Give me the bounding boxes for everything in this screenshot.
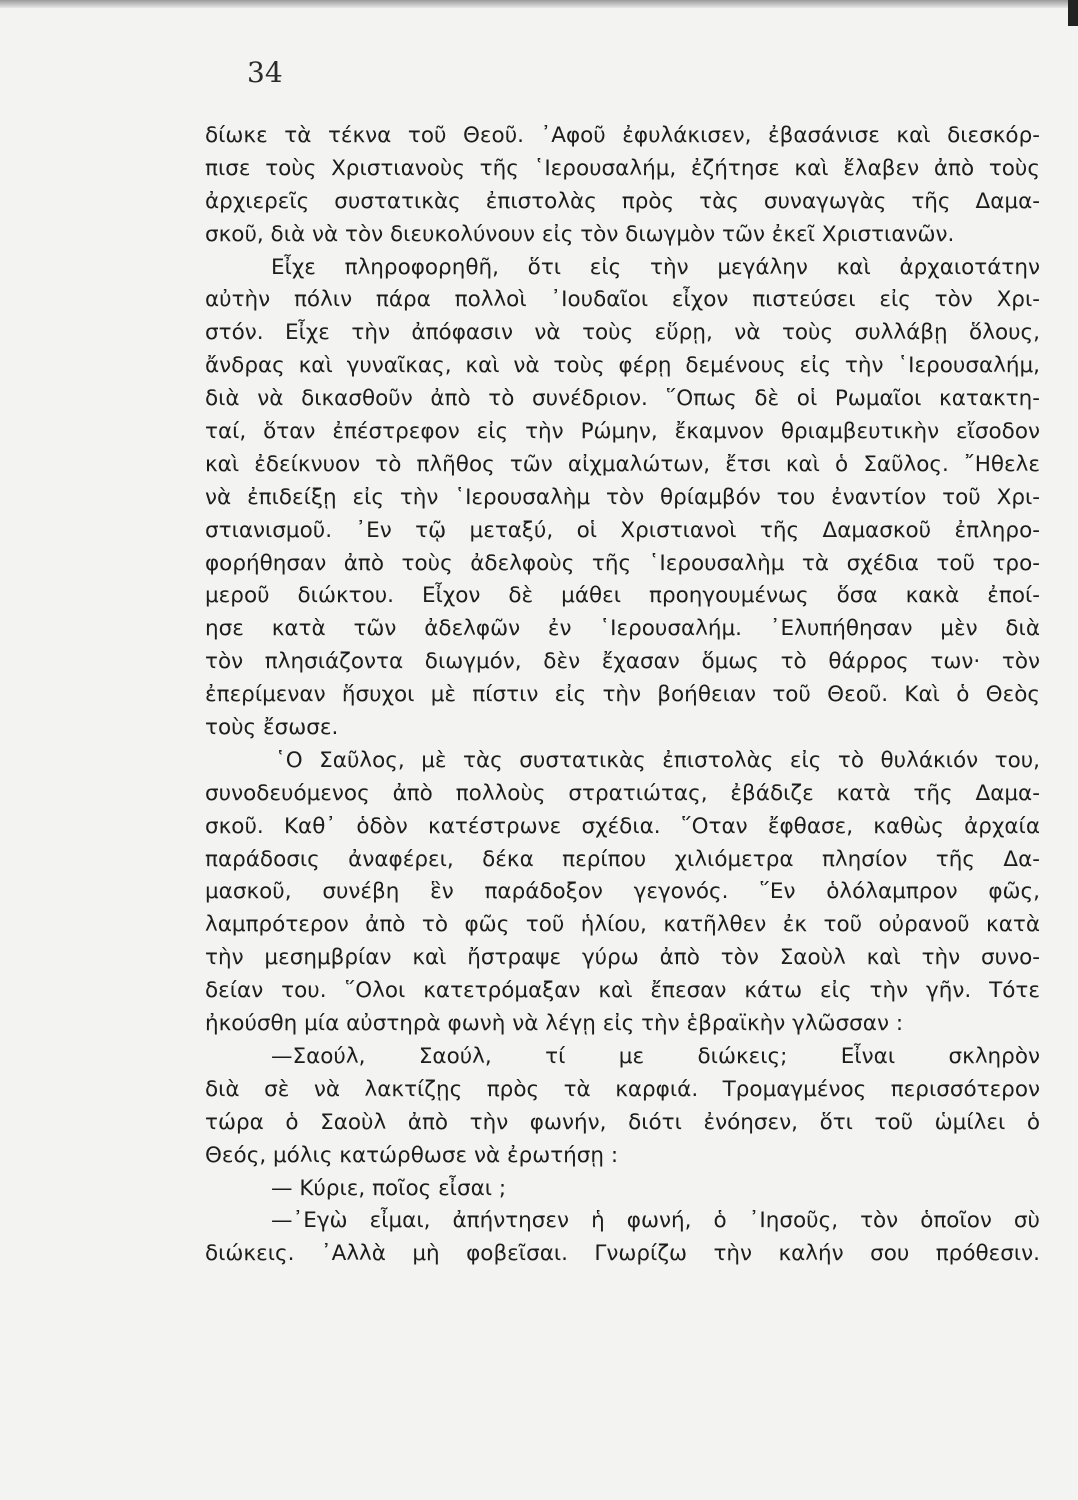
dialogue-line: — Κύριε, ποῖος εἶσαι ; xyxy=(271,1175,507,1201)
text-line: ἐπερίμεναν ἥσυχοι μὲ πίστιν εἰς τὴν βοήθειαν τοῦ Θεοῦ. Καὶ ὁ Θεὸς xyxy=(205,682,1040,708)
paragraph-start-line: Εἶχε πληροφορηθῆ, ὅτι εἰς τὴν μεγάλην καὶ ἀρχαιοτάτην xyxy=(271,254,1040,280)
text-line: πισε τοὺς Χριστιανοὺς τῆς ῾Ιερουσαλήμ, ἐζήτησε καὶ ἔλαβεν ἀπὸ τοὺς xyxy=(205,155,1040,181)
text-line: νὰ ἐπιδείξῃ εἰς τὴν ῾Ιερουσαλὴμ τὸν θρίαμβόν του ἐναντίον τοῦ Χρι- xyxy=(205,484,1040,510)
text-line: αὐτὴν πόλιν πάρα πολλοὶ ᾿Ιουδαῖοι εἶχον πιστεύσει εἰς τὸν Χρι- xyxy=(205,287,1040,313)
paragraph-start-line: ῾Ο Σαῦλος, μὲ τὰς συστατικὰς ἐπιστολὰς εἰς τὸ θυλάκιόν του, xyxy=(275,747,1040,773)
scan-corner-mark xyxy=(1068,0,1078,26)
text-line: ταί, ὅταν ἐπέστρεφον εἰς τὴν Ρώμην, ἔκαμνον θριαμβευτικὴν εἴσοδον xyxy=(205,419,1040,445)
text-line: τὴν μεσημβρίαν καὶ ἤστραψε γύρω ἀπὸ τὸν Σαοὺλ καὶ τὴν συνο- xyxy=(205,945,1040,971)
text-line: διὰ νὰ δικασθοῦν ἀπὸ τὸ συνέδριον. ῞Οπως δὲ οἱ Ρωμαῖοι κατακτη- xyxy=(205,386,1040,412)
page-number: 34 xyxy=(247,56,283,89)
text-line: τὸν πλησιάζοντα διωγμόν, δὲν ἔχασαν ὅμως τὸ θάρρος των· τὸν xyxy=(205,649,1040,675)
text-line: φορήθησαν ἀπὸ τοὺς ἀδελφοὺς τῆς ῾Ιερουσαλὴμ τὰ σχέδια τοῦ τρο- xyxy=(205,550,1040,576)
text-line: ἄνδρας καὶ γυναῖκας, καὶ νὰ τοὺς φέρῃ δεμένους εἰς τὴν ῾Ιερουσαλήμ, xyxy=(205,353,1040,379)
text-line: σκοῦ. Καθ᾿ ὁδὸν κατέστρωνε σχέδια. ῞Οταν ἔφθασε, καθὼς ἀρχαία xyxy=(205,813,1040,839)
text-line: δείαν του. ῞Ολοι κατετρόμαξαν καὶ ἔπεσαν κάτω εἰς τὴν γῆν. Τότε xyxy=(205,978,1040,1004)
text-line: τώρα ὁ Σαοὺλ ἀπὸ τὴν φωνήν, διότι ἐνόησεν, ὅτι τοῦ ὡμίλει ὁ xyxy=(205,1109,1040,1135)
text-line: στόν. Εἶχε τὴν ἀπόφασιν νὰ τοὺς εὕρῃ, νὰ τοὺς συλλάβῃ ὅλους, xyxy=(205,320,1040,346)
text-line: ησε κατὰ τῶν ἀδελφῶν ἐν ῾Ιερουσαλήμ. ᾿Ελυπήθησαν μὲν διὰ xyxy=(205,616,1040,642)
text-line: καὶ ἐδείκνυον τὸ πλῆθος τῶν αἰχμαλώτων, ἔτσι καὶ ὁ Σαῦλος. ῎Ηθελε xyxy=(205,451,1040,477)
text-line: ἠκούσθη μία αὐστηρὰ φωνὴ νὰ λέγῃ εἰς τὴν ἑβραϊκὴν γλῶσσαν : xyxy=(205,1011,904,1037)
dialogue-line: —᾿Εγὼ εἶμαι, ἀπήντησεν ἡ φωνή, ὁ ᾿Ιησοῦς, τὸν ὁποῖον σὺ xyxy=(271,1208,1040,1234)
text-line: τοὺς ἔσωσε. xyxy=(205,715,339,741)
scan-top-edge xyxy=(0,0,1078,8)
text-line: παράδοσις ἀναφέρει, δέκα περίπου χιλιόμετρα πλησίον τῆς Δα- xyxy=(205,846,1040,872)
text-line: λαμπρότερον ἀπὸ τὸ φῶς τοῦ ἡλίου, κατῆλθεν ἐκ τοῦ οὐρανοῦ κατὰ xyxy=(205,912,1040,938)
dialogue-line: —Σαούλ, Σαούλ, τί με διώκεις; Εἶναι σκληρὸν xyxy=(271,1043,1040,1069)
text-line: μασκοῦ, συνέβη ἓν παράδοξον γεγονός. ῞Εν ὁλόλαμπρον φῶς, xyxy=(205,879,1040,905)
text-line: ἀρχιερεῖς συστατικὰς ἐπιστολὰς πρὸς τὰς συναγωγὰς τῆς Δαμα- xyxy=(205,188,1040,214)
text-line: στιανισμοῦ. ᾿Εν τῷ μεταξύ, οἱ Χριστιανοὶ τῆς Δαμασκοῦ ἐπληρο- xyxy=(205,517,1040,543)
text-line: διὰ σὲ νὰ λακτίζῃς πρὸς τὰ καρφιά. Τρομαγμένος περισσότερον xyxy=(205,1076,1040,1102)
text-line: σκοῦ, διὰ νὰ τὸν διευκολύνουν εἰς τὸν διωγμὸν τῶν ἐκεῖ Χριστιανῶν. xyxy=(205,221,955,247)
text-line: μεροῦ διώκτου. Εἶχον δὲ μάθει προηγουμένως ὅσα κακὰ ἐποί- xyxy=(205,583,1040,609)
text-line: Θεός, μόλις κατώρθωσε νὰ ἐρωτήσῃ : xyxy=(205,1142,619,1168)
text-line: συνοδευόμενος ἀπὸ πολλοὺς στρατιώτας, ἐβάδιζε κατὰ τῆς Δαμα- xyxy=(205,780,1040,806)
text-line: διώκεις. ᾿Αλλὰ μὴ φοβεῖσαι. Γνωρίζω τὴν καλήν σου πρόθεσιν. xyxy=(205,1241,1040,1267)
body-text xyxy=(205,120,1040,1271)
text-line: δίωκε τὰ τέκνα τοῦ Θεοῦ. ᾿Αφοῦ ἐφυλάκισεν, ἐβασάνισε καὶ διεσκόρ- xyxy=(205,123,1040,148)
